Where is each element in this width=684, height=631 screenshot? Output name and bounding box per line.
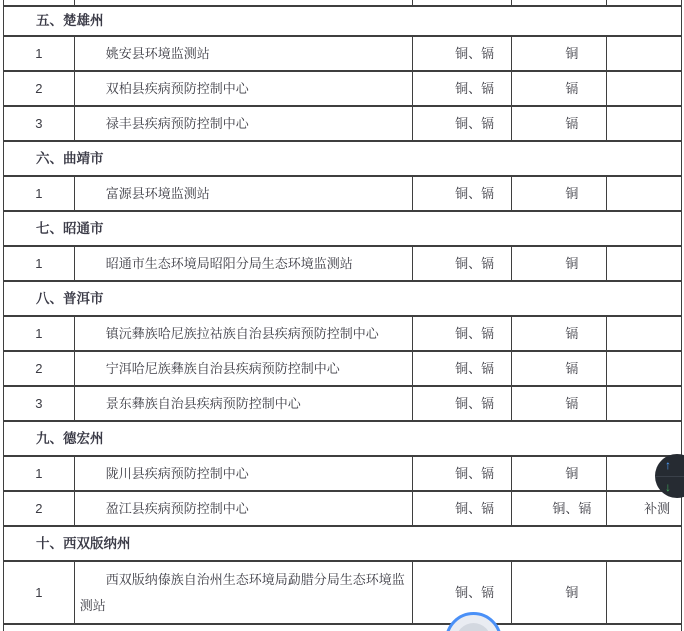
cell-name: 陇川县疾病预防控制中心 bbox=[75, 457, 413, 490]
table-row bbox=[4, 562, 681, 625]
cell-remark bbox=[607, 177, 681, 210]
cell-number: 1 bbox=[4, 247, 75, 280]
cell-name: 景东彝族自治县疾病预防控制中心 bbox=[75, 387, 413, 420]
cell-name bbox=[75, 0, 413, 5]
table-row bbox=[4, 352, 681, 387]
cell-items: 铜、镉 bbox=[413, 352, 512, 385]
cell-name: 双柏县疾病预防控制中心 bbox=[75, 72, 413, 105]
cell-result: 铜 bbox=[512, 562, 608, 623]
section-title-text: 八、普洱市 bbox=[36, 290, 104, 306]
cell-name: 盈江县疾病预防控制中心 bbox=[75, 492, 413, 525]
table-row bbox=[4, 457, 681, 495]
cell-remark bbox=[607, 317, 681, 350]
table-row bbox=[4, 492, 681, 527]
cell-number: 1 bbox=[4, 457, 75, 490]
cell-items: 铜、镉 bbox=[413, 72, 512, 105]
cell-name: 昭通市生态环境局昭阳分局生态环境监测站 bbox=[75, 247, 413, 280]
cell-items: 铜、镉 bbox=[413, 107, 512, 140]
cell-remark bbox=[607, 72, 681, 105]
cell-number: 1 bbox=[4, 37, 75, 70]
section-header-xishuangbanna bbox=[4, 527, 681, 562]
cell-remark bbox=[607, 247, 681, 280]
cell-remark bbox=[607, 37, 681, 70]
cell-name: 宁洱哈尼族彝族自治县疾病预防控制中心 bbox=[75, 352, 413, 385]
page-scroll-widget bbox=[655, 454, 684, 498]
cell-name: 镇沅彝族哈尼族拉祜族自治县疾病预防控制中心 bbox=[75, 317, 413, 350]
cell-result: 镉 bbox=[512, 72, 608, 105]
section-title bbox=[4, 527, 681, 560]
cell-name: 禄丰县疾病预防控制中心 bbox=[75, 107, 413, 140]
table-row bbox=[4, 72, 681, 107]
cell-name: 富源县环境监测站 bbox=[75, 177, 413, 210]
section-title-text: 七、昭通市 bbox=[36, 220, 104, 236]
cell-items: 铜、镉 bbox=[413, 177, 512, 210]
cell-result bbox=[512, 0, 608, 5]
cell-items bbox=[413, 0, 512, 5]
section-title-text: 十、西双版纳州 bbox=[36, 535, 131, 551]
cell-items: 铜、镉 bbox=[413, 247, 512, 280]
cell-name: 姚安县环境监测站 bbox=[75, 37, 413, 70]
cell-name: 西双版纳傣族自治州生态环境局勐腊分局生态环境监测站 bbox=[75, 562, 413, 623]
robot-face-icon bbox=[456, 623, 491, 631]
table-row bbox=[4, 247, 681, 282]
section-header-chuxiong bbox=[4, 7, 681, 37]
cell-items: 铜、镉 bbox=[413, 457, 512, 490]
cell-result: 镉 bbox=[512, 352, 608, 385]
section-title-text: 五、楚雄州 bbox=[36, 13, 104, 28]
cell-items: 铜、镉 bbox=[413, 37, 512, 70]
cell-items: 铜、镉 bbox=[413, 562, 512, 623]
section-title bbox=[4, 7, 681, 35]
monitoring-stations-table bbox=[3, 0, 682, 631]
cell-result: 铜、镉 bbox=[512, 492, 608, 525]
cell-number: 3 bbox=[4, 107, 75, 140]
cell-result: 铜 bbox=[512, 247, 608, 280]
cell-number: 2 bbox=[4, 492, 75, 525]
cell-remark bbox=[607, 352, 681, 385]
table-row-partial-top bbox=[4, 0, 681, 7]
cell-number: 1 bbox=[4, 562, 75, 623]
cell-number: 1 bbox=[4, 317, 75, 350]
section-title bbox=[4, 142, 681, 175]
scroll-down-button[interactable] bbox=[655, 477, 684, 499]
section-header-qujing bbox=[4, 142, 681, 177]
table-row bbox=[4, 107, 681, 142]
cell-number bbox=[4, 0, 75, 5]
cell-items: 铜、镉 bbox=[413, 387, 512, 420]
cell-items: 铜、镉 bbox=[413, 317, 512, 350]
cell-remark bbox=[607, 387, 681, 420]
section-header-zhaotong bbox=[4, 212, 681, 247]
table-row bbox=[4, 177, 681, 212]
section-title-text: 九、德宏州 bbox=[36, 430, 104, 446]
cell-remark bbox=[607, 0, 681, 5]
cell-result: 铜 bbox=[512, 37, 608, 70]
section-title bbox=[4, 282, 681, 315]
section-header-dehong bbox=[4, 422, 681, 457]
cell-number: 2 bbox=[4, 72, 75, 105]
table-row bbox=[4, 37, 681, 72]
cell-result: 镉 bbox=[512, 107, 608, 140]
cell-number: 2 bbox=[4, 352, 75, 385]
arrow-down-icon: ↓ bbox=[665, 480, 671, 495]
cell-result: 铜 bbox=[512, 177, 608, 210]
section-title bbox=[4, 422, 681, 455]
cell-result: 铜 bbox=[512, 457, 608, 490]
table-row bbox=[4, 317, 681, 352]
cell-result: 镉 bbox=[512, 387, 608, 420]
section-title bbox=[4, 212, 681, 245]
cell-result: 镉 bbox=[512, 317, 608, 350]
cell-remark bbox=[607, 107, 681, 140]
cell-remark: 补测 bbox=[644, 500, 671, 516]
section-header-puer bbox=[4, 282, 681, 317]
table-row bbox=[4, 387, 681, 422]
cell-merged bbox=[4, 625, 681, 631]
cell-number: 3 bbox=[4, 387, 75, 420]
arrow-up-icon: ↑ bbox=[665, 457, 671, 472]
cell-remark bbox=[607, 562, 681, 623]
table-row-partial-bottom bbox=[4, 625, 681, 631]
scroll-up-button[interactable] bbox=[655, 454, 684, 477]
cell-items: 铜、镉 bbox=[413, 492, 512, 525]
section-title-text: 六、曲靖市 bbox=[36, 150, 104, 166]
cell-number: 1 bbox=[4, 177, 75, 210]
